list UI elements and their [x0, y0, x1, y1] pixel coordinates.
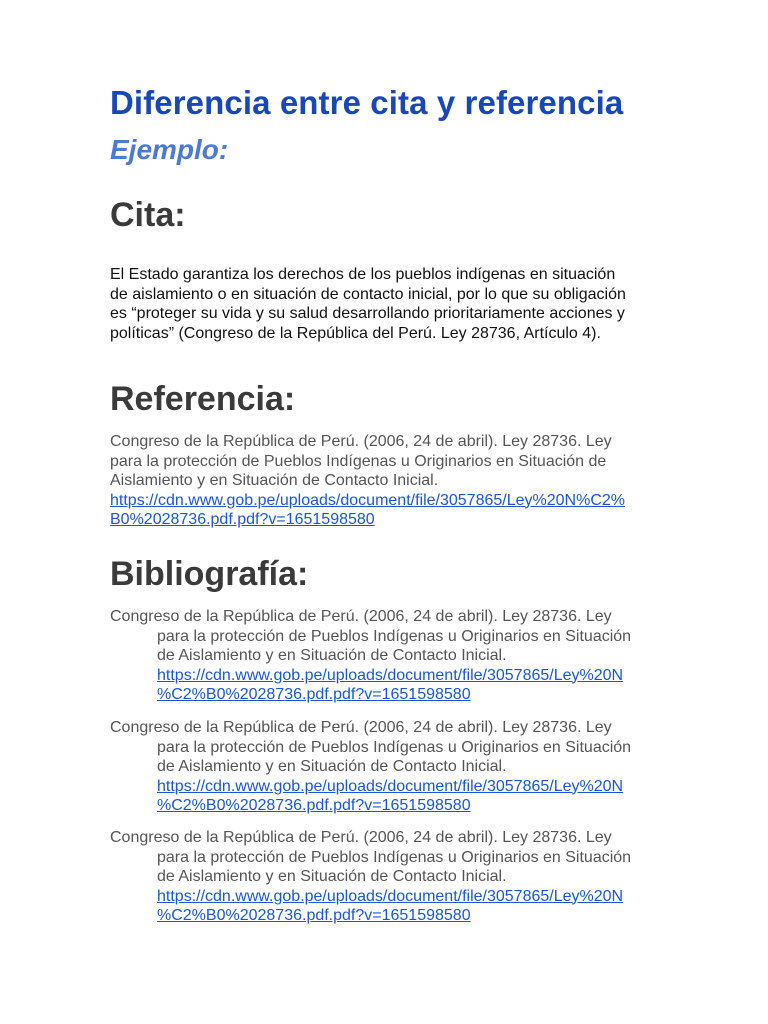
- referencia-line: para la protección de Pueblos Indígenas u Originarios en Situación de: [110, 452, 607, 470]
- referencia-paragraph: [110, 432, 625, 530]
- bib-entry-first-line: Congreso de la República de Perú. (2006, 24 de abril). Ley 28736. Ley: [110, 719, 612, 736]
- page-title: Diferencia entre cita y referencia: [110, 84, 624, 121]
- page-subtitle: Ejemplo:: [110, 134, 229, 165]
- bib-entry-link[interactable]: https://cdn.www.gob.pe/uploads/document/file/3057865/Ley%20N: [157, 666, 624, 684]
- cita-line: es “proteger su vida y su salud desarrollando prioritariamente acciones y: [110, 305, 625, 322]
- cita-line: políticas” (Congreso de la República del Perú. Ley 28736, Artículo 4).: [110, 324, 601, 342]
- bibliografia-entry: [110, 828, 631, 926]
- bib-entry-link[interactable]: %C2%B0%2028736.pdf.pdf?v=1651598580: [157, 797, 471, 814]
- bibliografia-entry: [110, 718, 631, 816]
- bib-entry-link[interactable]: %C2%B0%2028736.pdf.pdf?v=1651598580: [157, 907, 471, 924]
- cita-paragraph: [110, 265, 626, 343]
- bib-entry-link[interactable]: https://cdn.www.gob.pe/uploads/document/file/3057865/Ley%20N: [157, 887, 624, 905]
- bib-entry-first-line: Congreso de la República de Perú. (2006, 24 de abril). Ley 28736. Ley: [110, 608, 612, 625]
- referencia-line: Aislamiento y en Situación de Contacto Inicial.: [110, 472, 439, 489]
- cita-line: El Estado garantiza los derechos de los pueblos indígenas en situación: [110, 266, 616, 283]
- bibliografia-entry: [110, 607, 631, 705]
- bib-entry-first-line: Congreso de la República de Perú. (2006, 24 de abril). Ley 28736. Ley: [110, 829, 612, 846]
- bib-entry-link[interactable]: %C2%B0%2028736.pdf.pdf?v=1651598580: [157, 686, 471, 703]
- cita-line: de aislamiento o en situación de contacto inicial, por lo que su obligación: [110, 285, 626, 303]
- bib-entry-line: para la protección de Pueblos Indígenas u Originarios en Situación: [157, 738, 632, 756]
- bibliografia-heading: Bibliografía:: [110, 555, 309, 593]
- referencia-link[interactable]: https://cdn.www.gob.pe/uploads/document/file/3057865/Ley%20N%C2%: [110, 491, 625, 509]
- bib-entry-line: de Aislamiento y en Situación de Contacto Inicial.: [157, 758, 507, 775]
- bib-entry-line: para la protección de Pueblos Indígenas u Originarios en Situación: [157, 848, 632, 866]
- bib-entry-link[interactable]: https://cdn.www.gob.pe/uploads/document/file/3057865/Ley%20N: [157, 777, 624, 795]
- bib-entry-line: de Aislamiento y en Situación de Contacto Inicial.: [157, 868, 507, 885]
- cita-heading: Cita:: [110, 196, 186, 234]
- referencia-link[interactable]: B0%2028736.pdf.pdf?v=1651598580: [110, 511, 375, 528]
- bib-entry-line: de Aislamiento y en Situación de Contacto Inicial.: [157, 647, 507, 664]
- referencia-heading: Referencia:: [110, 380, 296, 418]
- referencia-line: Congreso de la República de Perú. (2006, 24 de abril). Ley 28736. Ley: [110, 433, 612, 450]
- bib-entry-line: para la protección de Pueblos Indígenas u Originarios en Situación: [157, 627, 632, 645]
